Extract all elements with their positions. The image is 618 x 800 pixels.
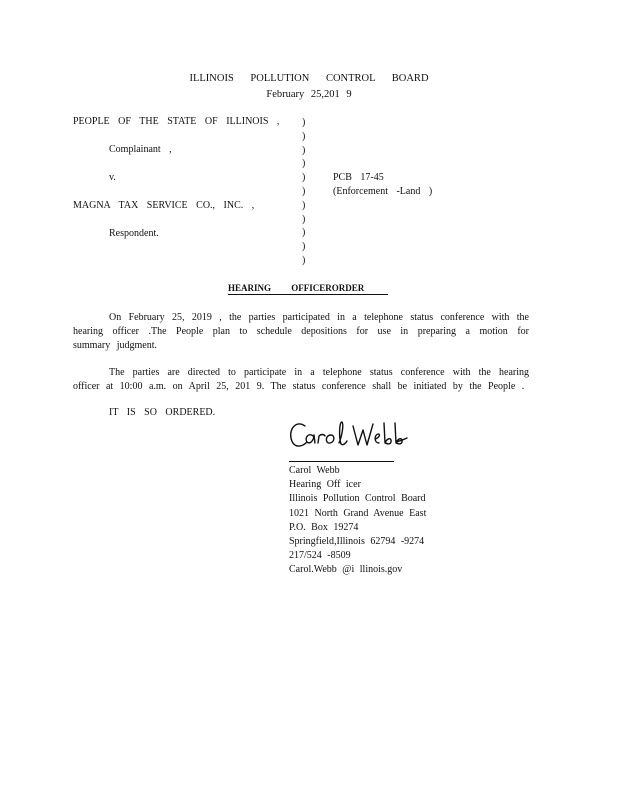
order-heading: HEARING OFFICERORDER bbox=[228, 283, 388, 295]
case-type: (Enforcement -Land ) bbox=[333, 186, 433, 197]
signature-line bbox=[289, 461, 394, 462]
signature-block bbox=[289, 464, 426, 578]
case-number: PCB 17-45 bbox=[333, 172, 384, 183]
signature-image bbox=[287, 418, 413, 456]
signer-agency: Illinois Pollution Control Board bbox=[289, 493, 426, 505]
respondent-role: Respondent. bbox=[109, 228, 159, 239]
caption-paren: ) bbox=[302, 213, 306, 225]
caption-parens bbox=[302, 116, 305, 268]
signer-po-box: P.O. Box 19274 bbox=[289, 521, 359, 533]
signer-phone: 217/524 -8509 bbox=[289, 550, 351, 562]
versus-label: v. bbox=[109, 172, 116, 183]
signer-title: Hearing Off icer bbox=[289, 479, 361, 491]
order-date: February 25,201 9 bbox=[266, 89, 352, 100]
caption-paren: ) bbox=[302, 158, 306, 170]
signer-name: Carol Webb bbox=[289, 465, 340, 476]
caption-paren: ) bbox=[302, 199, 306, 211]
signer-city: Springfield,Illinois 62794 -9274 bbox=[289, 535, 425, 547]
caption-paren: ) bbox=[302, 117, 306, 128]
signer-email: Carol.Webb @i llinois.gov bbox=[289, 564, 403, 576]
respondent-name: MAGNA TAX SERVICE CO., INC. , bbox=[73, 200, 255, 211]
complainant-role: Complainant , bbox=[109, 144, 172, 155]
caption-paren: ) bbox=[302, 241, 306, 253]
caption-paren: ) bbox=[302, 254, 306, 266]
caption-paren: ) bbox=[302, 185, 306, 197]
order-paragraph-1: On February 25, 2019 , the parties participated in a telephone status conference with the hearing officer .The People plan to schedule depositions for use in preparing a motion for summary judgment. bbox=[73, 312, 529, 351]
signer-street: 1021 North Grand Avenue East bbox=[289, 507, 427, 519]
agency-title: ILLINOIS POLLUTION CONTROL BOARD bbox=[189, 73, 429, 84]
caption-paren: ) bbox=[302, 144, 306, 156]
order-closing: IT IS SO ORDERED. bbox=[109, 407, 216, 418]
complainant-name: PEOPLE OF THE STATE OF ILLINOIS , bbox=[73, 116, 280, 127]
caption-paren: ) bbox=[302, 227, 306, 239]
caption-paren: ) bbox=[302, 130, 306, 142]
caption-paren: ) bbox=[302, 172, 306, 184]
order-paragraph-2: The parties are directed to participate in a telephone status conference with the hearing officer at 10:00 a.m. on April 25, 201 9. The status conference shall be initiated by the People . bbox=[73, 367, 529, 392]
